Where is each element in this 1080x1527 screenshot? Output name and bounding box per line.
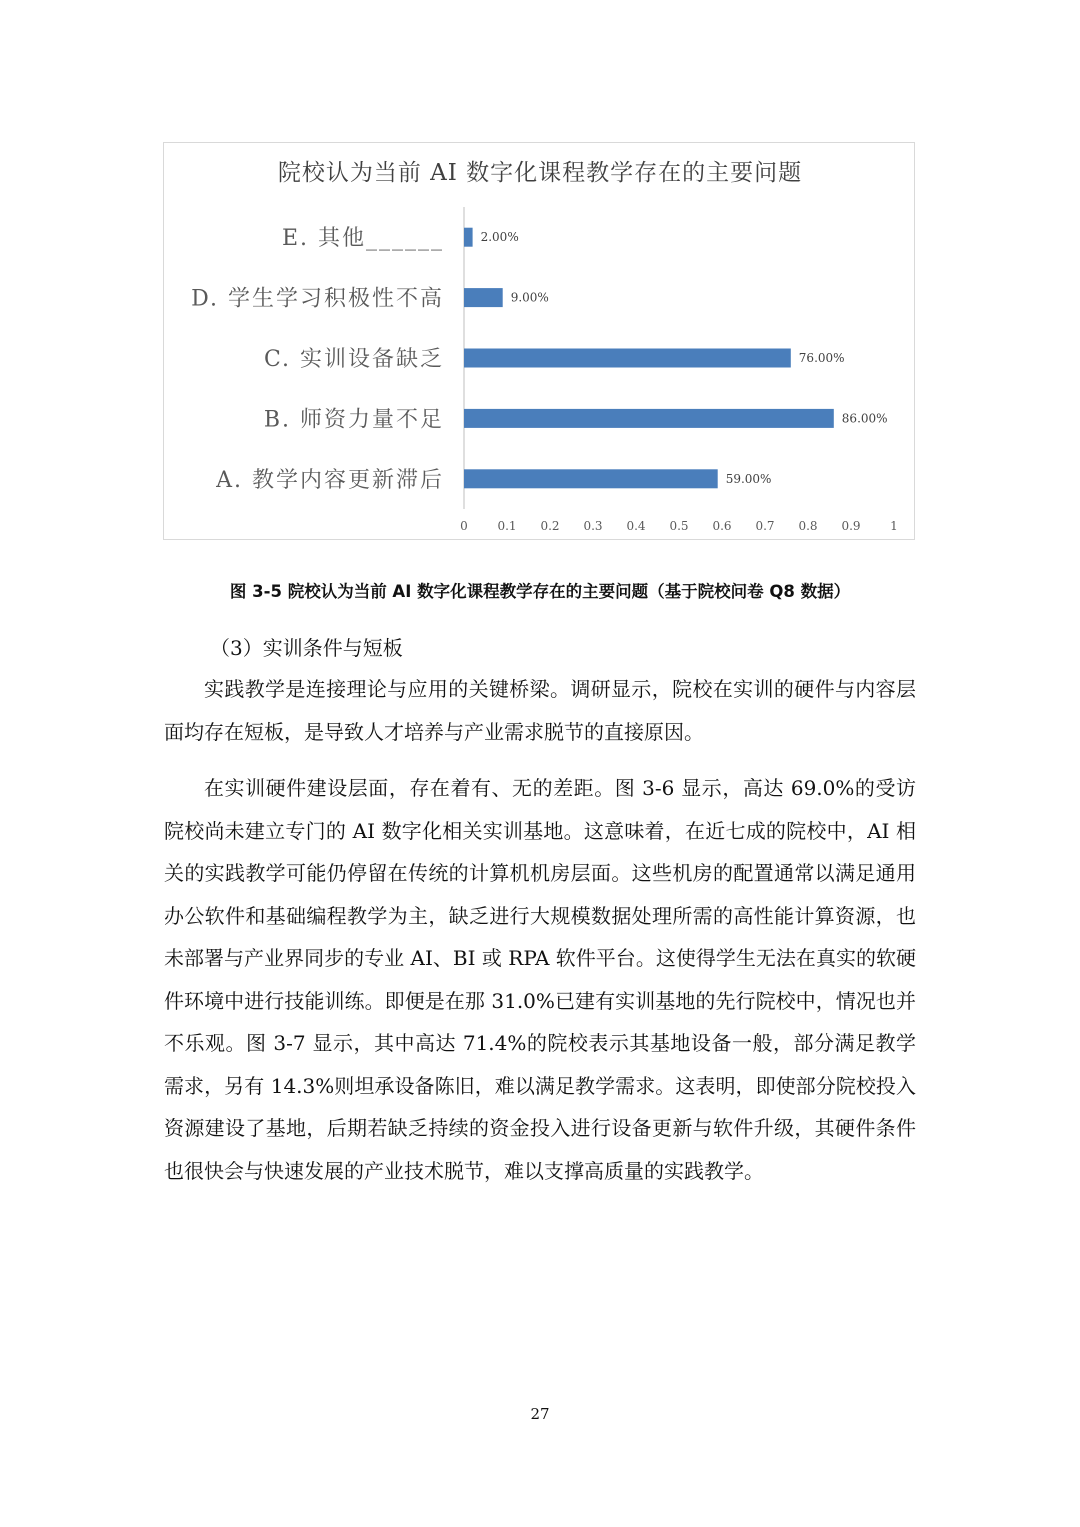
x-tick-label: 0.7 [755, 519, 775, 533]
data-label: 9.00% [510, 290, 549, 305]
section-heading: （3）实训条件与短板 [210, 636, 403, 660]
paragraph-1: 实践教学是连接理论与应用的关键桥梁。调研显示，院校在实训的硬件与内容层面均存在短板，是导致人才培养与产业需求脱节的直接原因。 [164, 677, 916, 744]
figure-caption: 图 3-5 院校认为当前 AI 数字化课程教学存在的主要问题（基于院校问卷 Q8 数据） [229, 582, 851, 601]
paragraph-2: 在实训硬件建设层面，存在着有、无的差距。图 3-6 显示，高达 69.0%的受访院校尚未建立专门的 AI 数字化相关实训基地。这意味着，在近七成的院校中，AI 相关的实践教学可能仍停留在传统的计算机机房层面。这些机房的配置通常以满足通用办公软件和基础编程教学为主，缺乏进行大规模数据处理所需的高性能计算资源，也未部署与产业界同步的专业 AI、BI 或 RPA 软件平台。这使得学生无法在真实的软硬件环境中进行技能训练。即便是在那 31.0%已建有实训基地的先行院校中，情况也并不乐观。图 3-7 显示，其中高达 71.4%的院校表示其基地设备一般，部分满足教学需求，另有 14.3%则坦承设备陈旧，难以满足教学需求。这表明，即使部分院校投入资源建设了基地，后期若缺乏持续的资金投入进行设备更新与软件升级，其硬件条件也很快会与快速发展的产业技术脱节，难以支撑高质量的实践教学。 [164, 776, 916, 1183]
data-label: 2.00% [480, 230, 519, 245]
x-tick-label: 0.1 [497, 519, 517, 533]
x-tick-label: 0.4 [626, 519, 646, 533]
x-tick-label: 0.3 [583, 519, 603, 533]
bar [464, 228, 473, 247]
bar [464, 349, 791, 368]
chart-title: 院校认为当前 AI 数字化课程教学存在的主要问题 [277, 160, 803, 186]
bar [464, 288, 503, 307]
category-label: C. 实训设备缺乏 [263, 347, 444, 372]
x-tick-label: 0.2 [540, 519, 560, 533]
x-tick-label: 0.5 [669, 519, 689, 533]
x-tick-label: 1 [890, 519, 898, 533]
x-tick-label: 0.6 [712, 519, 732, 533]
category-label: E. 其他______ [281, 226, 444, 252]
data-label: 76.00% [798, 351, 845, 365]
data-label: 59.00% [725, 471, 772, 486]
category-label: B. 师资力量不足 [263, 407, 444, 433]
x-tick-label: 0 [460, 519, 468, 533]
category-label: A. 教学内容更新滞后 [216, 467, 444, 493]
page-number: 27 [530, 1405, 550, 1423]
category-label: D. 学生学习积极性不高 [191, 286, 444, 312]
data-label: 86.00% [841, 411, 888, 426]
bar [464, 469, 718, 488]
x-tick-label: 0.8 [798, 519, 818, 533]
chart-container [163, 142, 915, 540]
bar-chart [164, 143, 916, 541]
bar [464, 409, 834, 428]
x-tick-label: 0.9 [841, 519, 861, 533]
